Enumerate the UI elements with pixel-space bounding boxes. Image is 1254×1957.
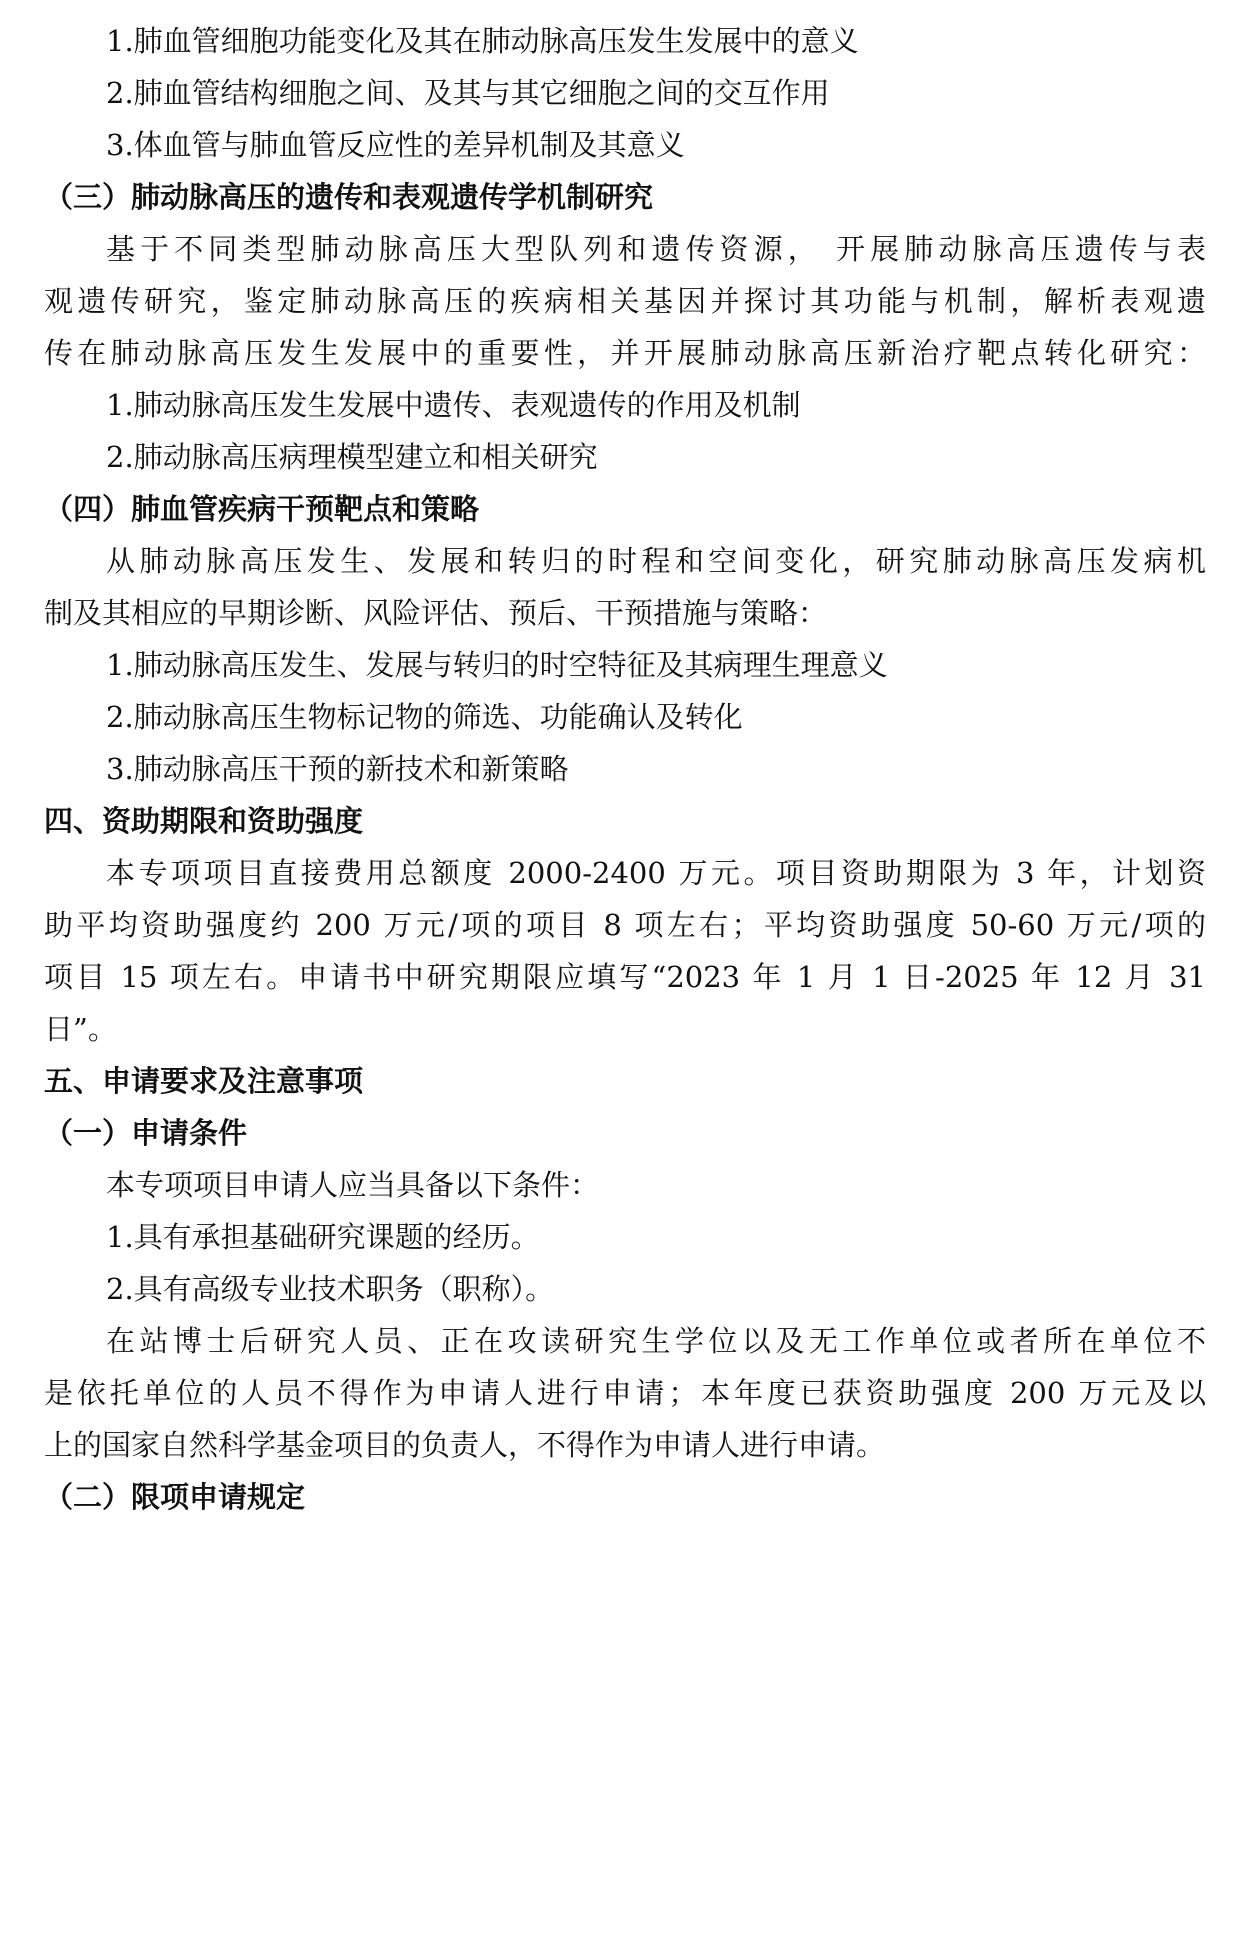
list-item: 2.具有高级专业技术职务（职称）。 <box>106 1272 555 1306</box>
list-item: 3.体血管与肺血管反应性的差异机制及其意义 <box>106 128 685 162</box>
subsection-heading: （二）限项申请规定 <box>44 1480 306 1514</box>
section-heading: 五、申请要求及注意事项 <box>44 1064 364 1098</box>
paragraph-line: 基于不同类型肺动脉高压大型队列和遗传资源， 开展肺动脉高压遗传与表 <box>106 232 1206 266</box>
list-item: 3.肺动脉高压干预的新技术和新策略 <box>106 752 569 786</box>
paragraph-line: 是依托单位的人员不得作为申请人进行申请；本年度已获资助强度 200 万元及以 <box>44 1376 1206 1410</box>
paragraph-line: 项目 15 项左右。申请书中研究期限应填写“2023 年 1 月 1 日-2025 年 12 月 31 <box>44 960 1206 994</box>
subsection-heading: （三）肺动脉高压的遗传和表观遗传学机制研究 <box>44 180 654 214</box>
list-item: 1.肺血管细胞功能变化及其在肺动脉高压发生发展中的意义 <box>106 24 859 58</box>
paragraph-line: 上的国家自然科学基金项目的负责人，不得作为申请人进行申请。 <box>44 1428 886 1462</box>
paragraph-line: 在站博士后研究人员、正在攻读研究生学位以及无工作单位或者所在单位不 <box>106 1324 1206 1358</box>
paragraph-line: 本专项项目申请人应当具备以下条件： <box>106 1168 600 1202</box>
paragraph-line: 观遗传研究，鉴定肺动脉高压的疾病相关基因并探讨其功能与机制，解析表观遗 <box>44 284 1206 318</box>
list-item: 2.肺血管结构细胞之间、及其与其它细胞之间的交互作用 <box>106 76 830 110</box>
paragraph-line: 日”。 <box>44 1012 117 1046</box>
list-item: 1.肺动脉高压发生发展中遗传、表观遗传的作用及机制 <box>106 388 801 422</box>
paragraph-line: 从肺动脉高压发生、发展和转归的时程和空间变化，研究肺动脉高压发病机 <box>106 544 1206 578</box>
list-item: 1.具有承担基础研究课题的经历。 <box>106 1220 540 1254</box>
list-item: 1.肺动脉高压发生、发展与转归的时空特征及其病理生理意义 <box>106 648 888 682</box>
paragraph-line: 传在肺动脉高压发生发展中的重要性，并开展肺动脉高压新治疗靶点转化研究： <box>44 336 1206 370</box>
paragraph-line: 本专项项目直接费用总额度 2000-2400 万元。项目资助期限为 3 年，计划资 <box>106 856 1206 890</box>
section-heading: 四、资助期限和资助强度 <box>44 804 364 838</box>
list-item: 2.肺动脉高压病理模型建立和相关研究 <box>106 440 598 474</box>
list-item: 2.肺动脉高压生物标记物的筛选、功能确认及转化 <box>106 700 743 734</box>
paragraph-line: 助平均资助强度约 200 万元/项的项目 8 项左右；平均资助强度 50-60 万元/项的 <box>44 908 1206 942</box>
paragraph-line: 制及其相应的早期诊断、风险评估、预后、干预措施与策略： <box>44 596 828 630</box>
subsection-heading: （四）肺血管疾病干预靶点和策略 <box>44 492 480 526</box>
subsection-heading: （一）申请条件 <box>44 1116 248 1150</box>
